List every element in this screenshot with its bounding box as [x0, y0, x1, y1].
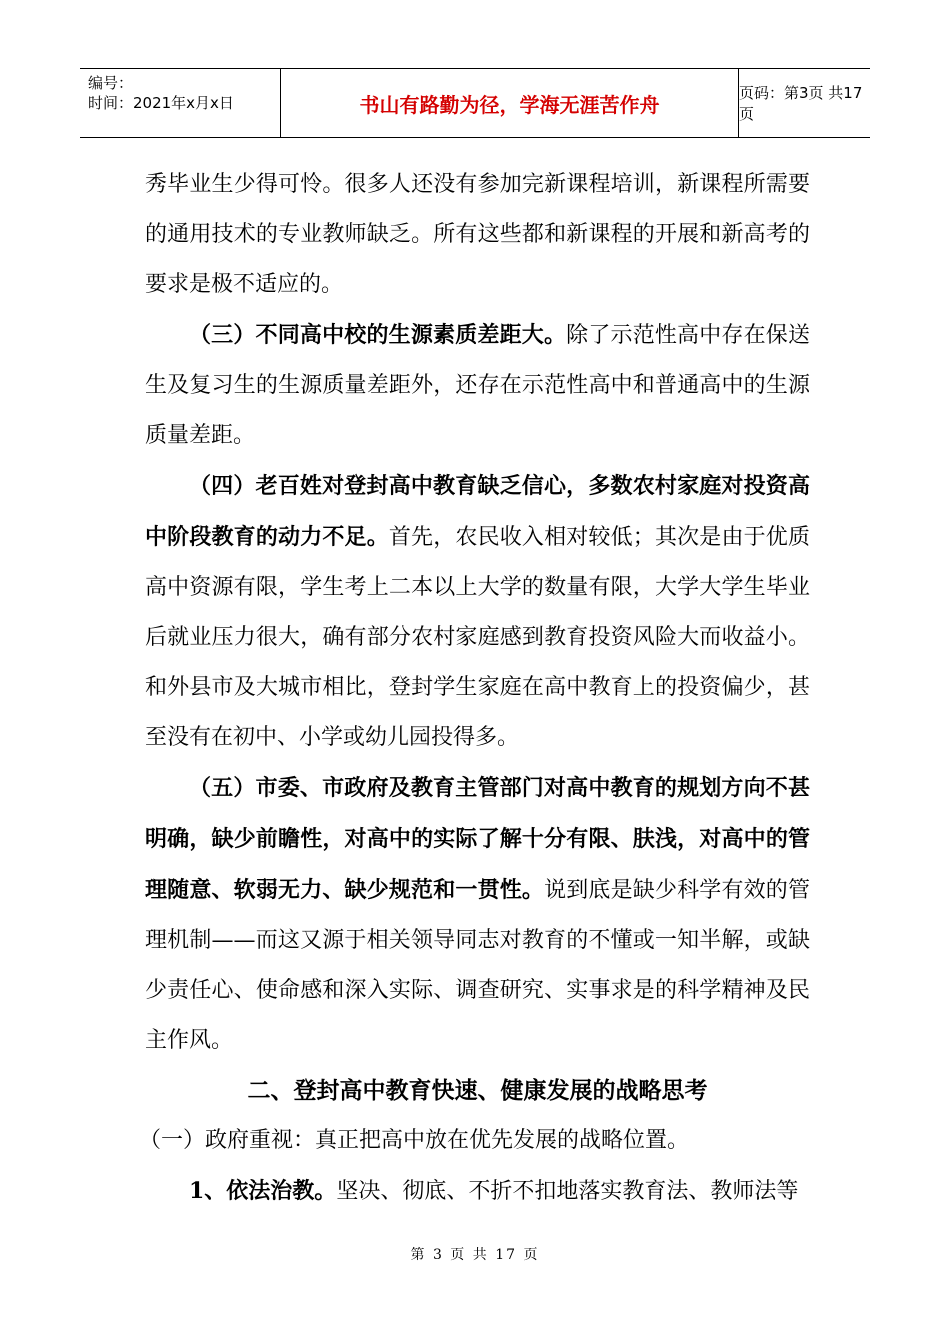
paragraph-2-text: 除了示范性高中存在保送生及复习生的生源质量差距外，还存在示范性高中和普通高中的生源质量差距。	[145, 323, 810, 448]
paragraph-4-heading: （五）市委、市政府及教育主管部门对高中教育的规划方向不甚明确，缺少前瞻性，对高中的实际了解十分有限、肤浅，对高中的管理随意、软弱无力、缺少规范和一贯性。	[145, 775, 810, 903]
header-page-info	[739, 69, 870, 137]
paragraph-2	[145, 310, 810, 461]
paragraph-4-text: 说到底是缺少科学有效的管理机制——而这又源于相关领导同志对教育的不懂或一知半解，或缺少责任心、使命感和深入实际、调查研究、实事求是的科学精神及民主作风。	[145, 878, 810, 1053]
header-meta	[80, 69, 280, 137]
motto-text: 书山有路勤为径，学海无涯苦作舟	[359, 92, 660, 117]
page-info-text: 页码：第3页 共17页	[739, 84, 863, 123]
paragraph-1: 秀毕业生少得可怜。很多人还没有参加完新课程培训，新课程所需要的通用技术的专业教师缺乏。所有这些都和新课程的开展和新高考的要求是极不适应的。	[145, 172, 810, 297]
paragraph-5-text: 坚决、彻底、不折不扣地落实教育法、教师法等	[336, 1179, 799, 1204]
page-header	[80, 68, 870, 138]
section-heading: 二、登封高中教育快速、健康发展的战略思考	[247, 1078, 708, 1104]
paragraph-5-heading: 1、依法治教。	[189, 1178, 337, 1204]
number-label: 编号：	[88, 74, 134, 92]
date-label: 时间：2021年x月x日	[88, 94, 234, 112]
header-motto	[280, 69, 739, 137]
page-footer: 第 3 页 共 17 页	[410, 1247, 540, 1263]
paragraph-4	[145, 763, 810, 1066]
paragraph-3-text: 首先，农民收入相对较低；其次是由于优质高中资源有限，学生考上二本以上大学的数量有限，大学大学生毕业后就业压力很大，确有部分农村家庭感到教育投资风险大而收益小。和外县市及大城市相比，登封学生家庭在高中教育上的投资偏少，甚至没有在初中、小学或幼儿园投得多。	[145, 525, 810, 750]
paragraph-3-heading: （四）老百姓对登封高中教育缺乏信心，多数农村家庭对投资高中阶段教育的动力不足。	[145, 473, 810, 550]
paragraph-2-heading: （三）不同高中校的生源素质差距大。	[189, 322, 567, 348]
paragraph-3	[145, 461, 810, 763]
document-body	[139, 160, 810, 1217]
sub-heading: （一）政府重视：真正把高中放在优先发展的战略位置。	[139, 1128, 690, 1153]
paragraph-5	[145, 1166, 810, 1217]
